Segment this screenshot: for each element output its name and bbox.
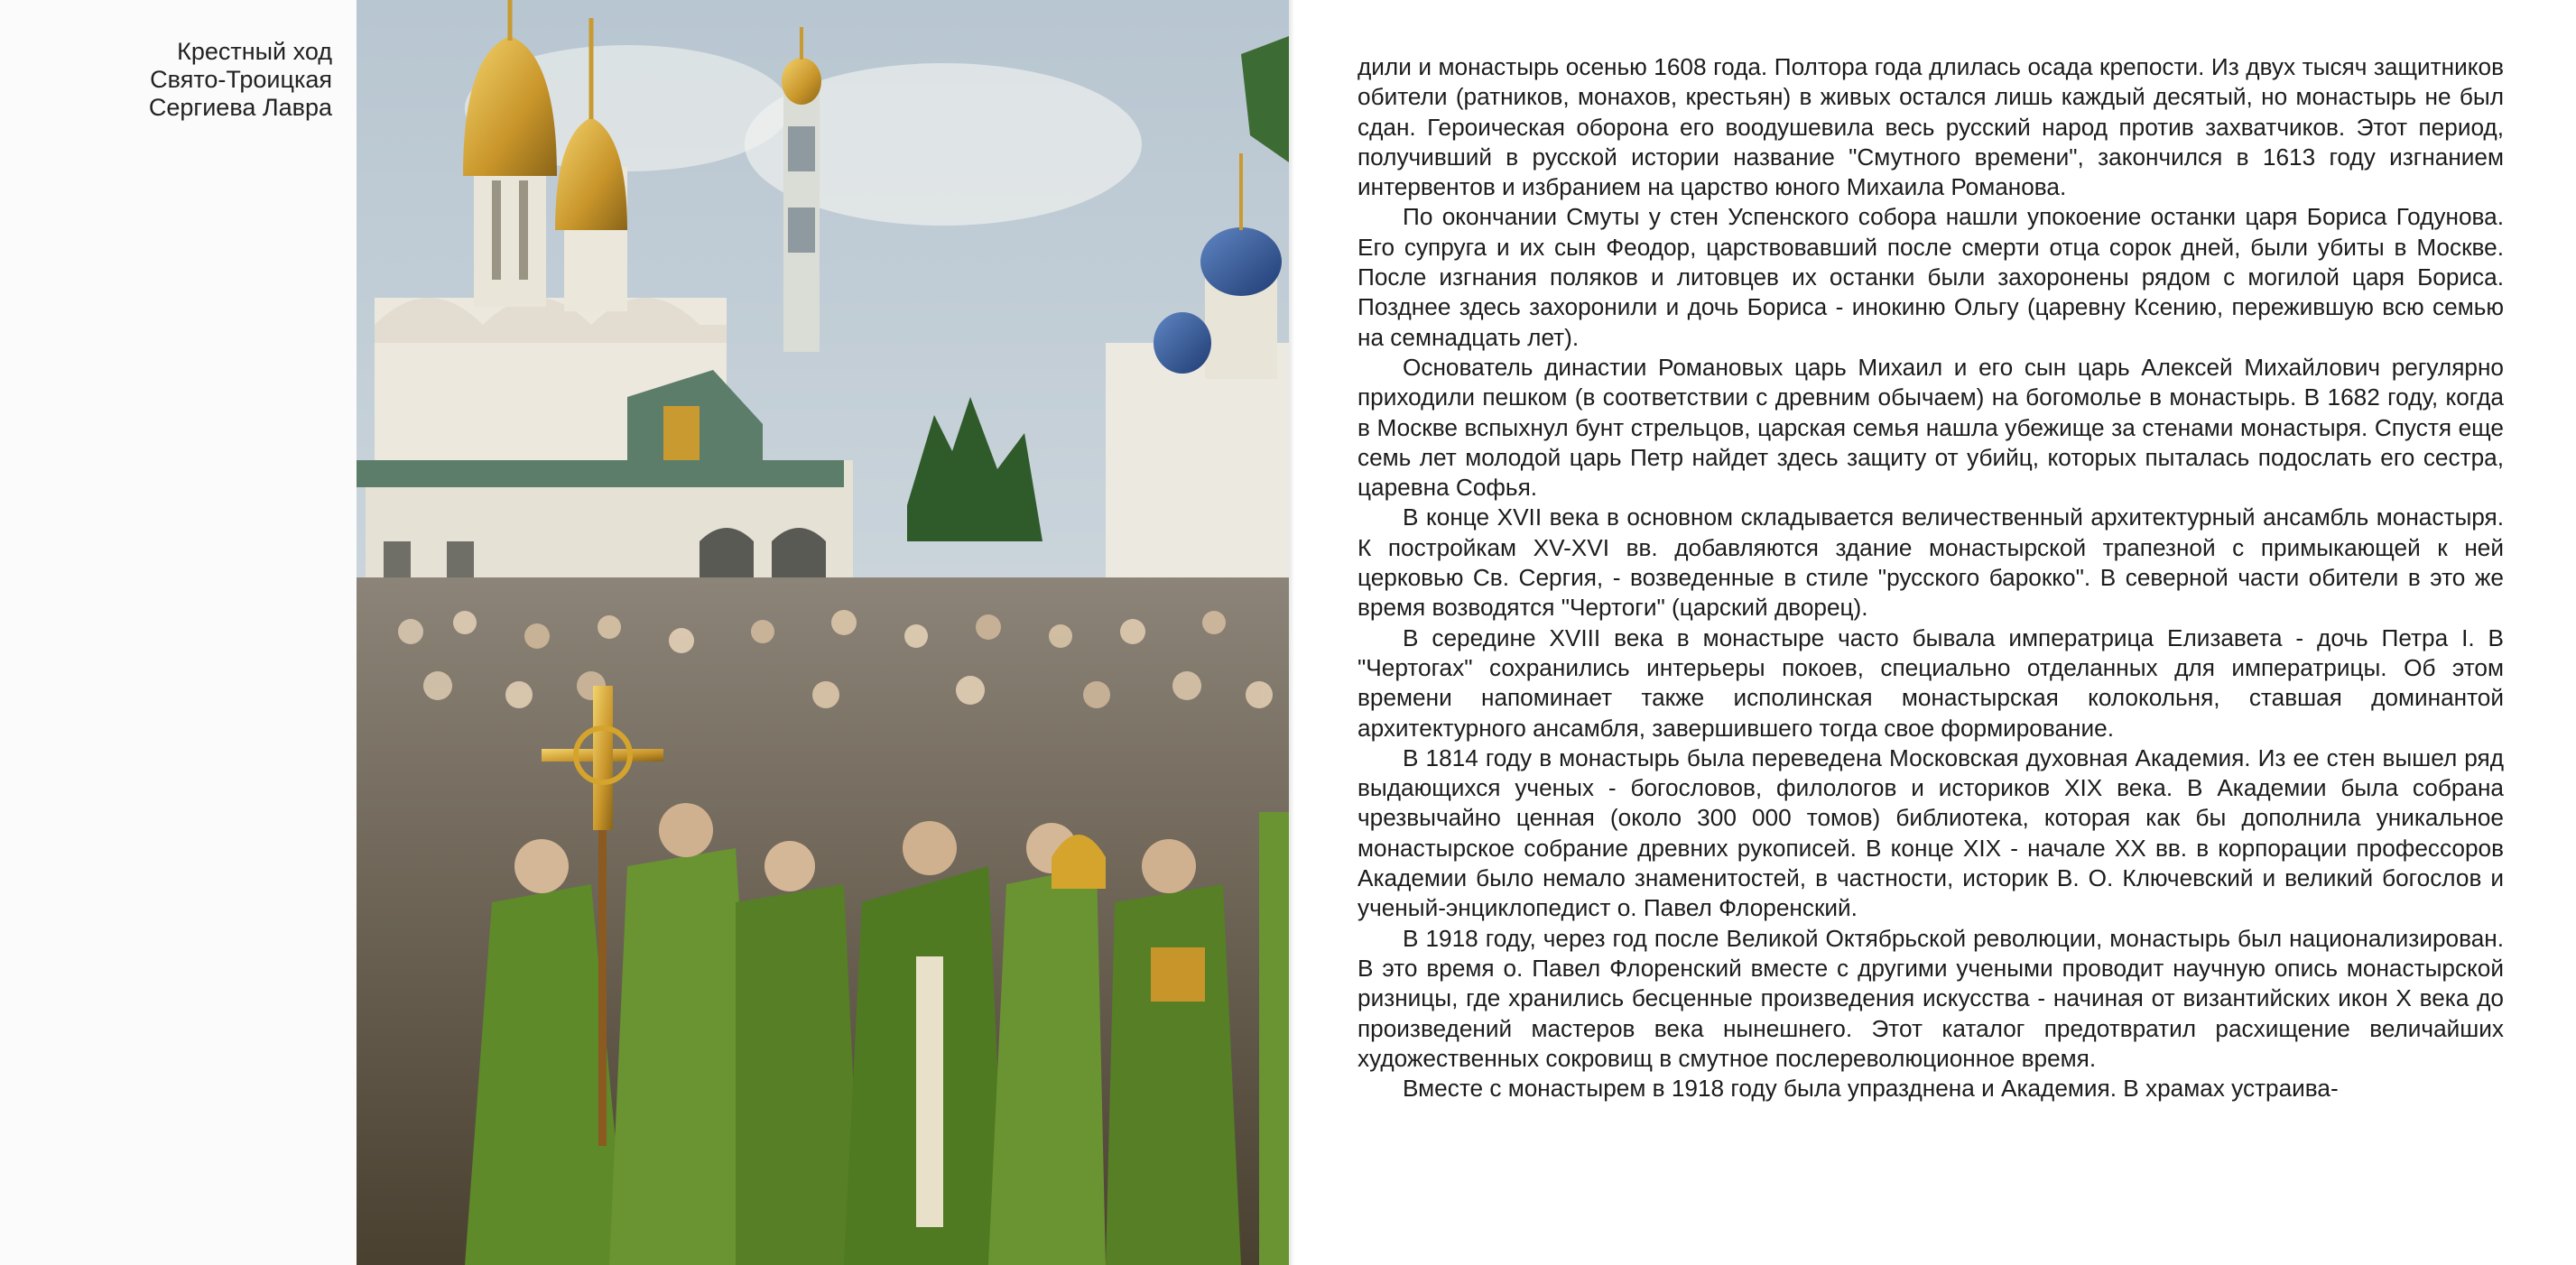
caption-line-2: Свято-Троицкая bbox=[150, 66, 332, 93]
article-text bbox=[1357, 52, 2504, 1103]
paragraph-8: Вместе с монастырем в 1918 году была упразднена и Академия. В храмах устраива- bbox=[1403, 1075, 2339, 1103]
book-fold bbox=[1289, 0, 1294, 1265]
bell-tower bbox=[782, 27, 821, 352]
paragraph-6: В 1814 году в монастырь была переведена Московская духовная Академия. Из ее стен вышел ряд выдающихся ученых - богословов, филологов и историков XIX века. В Академии была собрана чрезвычайно ценная (около 300 000 томов) библиотека, которая как бы дополнила уникальное монастырское собрание древних рукописей. В конце XIX - начале XX вв. в корпорации профессоров Академии было немало знаменитостей, в частности, историк В. О. Ключевский и великий богослов и ученый-энциклопедист о. Павел Флоренский. bbox=[1357, 743, 2504, 922]
paragraph-5: В середине XVIII века в монастыре часто бывала императрица Елизавета - дочь Петра I. В "Чертогах" сохранились интерьеры покоев, специально отделанных для императрицы. Об этом времени напоминает также исполинская монастырская колокольня, ставшая доминантой архитектурного ансамбля, завершившего тогда свое формирование. bbox=[1357, 623, 2504, 742]
photo-caption bbox=[36, 38, 332, 122]
paragraph-2: По окончании Смуты у стен Успенского собора нашли упокоение останки царя Бориса Годунова. Его супруга и их сын Феодор, царствовавший после смерти отца сорок дней, были убиты в Москве. После изгнания поляков и литовцев их останки были захоронены рядом с могилой царя Бориса. Позднее здесь захоронили и дочь Бориса - инокиню Ольгу (царевну Ксению, пережившую всю семью на семнадцать лет). bbox=[1357, 203, 2504, 351]
caption-line-3: Сергиева Лавра bbox=[148, 94, 332, 121]
paragraph-3: Основатель династии Романовых царь Михаил и его сын царь Алексей Михайлович регулярно приходили пешком (в соответствии с древним обычаем) на богомолье в монастырь. В 1682 году, когда в Москве вспыхнул бунт стрельцов, царская семья нашла убежище за стенами монастыря. Спустя еще семь лет молодой царь Петр найдет здесь защиту от убийц, которых пыталась подослать его сестра, царевна Софья. bbox=[1357, 353, 2504, 502]
paragraph-7: В 1918 году, через год после Великой Октябрьской революции, монастырь был национализирован. В это время о. Павел Флоренский вместе с другими учеными проводит научную опись монастырской ризницы, где хранились бесценные произведения искусства - начиная от византийских икон X века до произведений мастеров века нынешнего. Этот каталог предотвратил расхищение величайших художественных сокровищ в смутное послереволюционное время. bbox=[1357, 924, 2504, 1072]
paragraph-1: дили и монастырь осенью 1608 года. Полтора года длилась осада крепости. Из двух тысяч защитников обители (ратников, монахов, крестьян) в живых остался лишь каждый десятый, но монастырь не был сдан. Героическая оборона его воодушевила весь русский народ против захватчиков. Этот период, получивший в русской истории название "Смутного времени", закончился в 1613 году изгнанием интервентов и избранием на царство юного Михаила Романова. bbox=[1357, 53, 2504, 201]
caption-line-1: Крестный ход bbox=[177, 38, 332, 65]
procession-photo bbox=[357, 0, 1289, 1265]
paragraph-4: В конце XVII века в основном складывается величественный архитектурный ансамбль монастыря. К постройкам XV-XVI вв. добавляются здание монастырской трапезной с примыкающей к ней церковью Св. Сергия, - возведенные в стиле "русского барокко". В северной части обители в это же время возводятся "Чертоги" (царский дворец). bbox=[1357, 503, 2504, 622]
